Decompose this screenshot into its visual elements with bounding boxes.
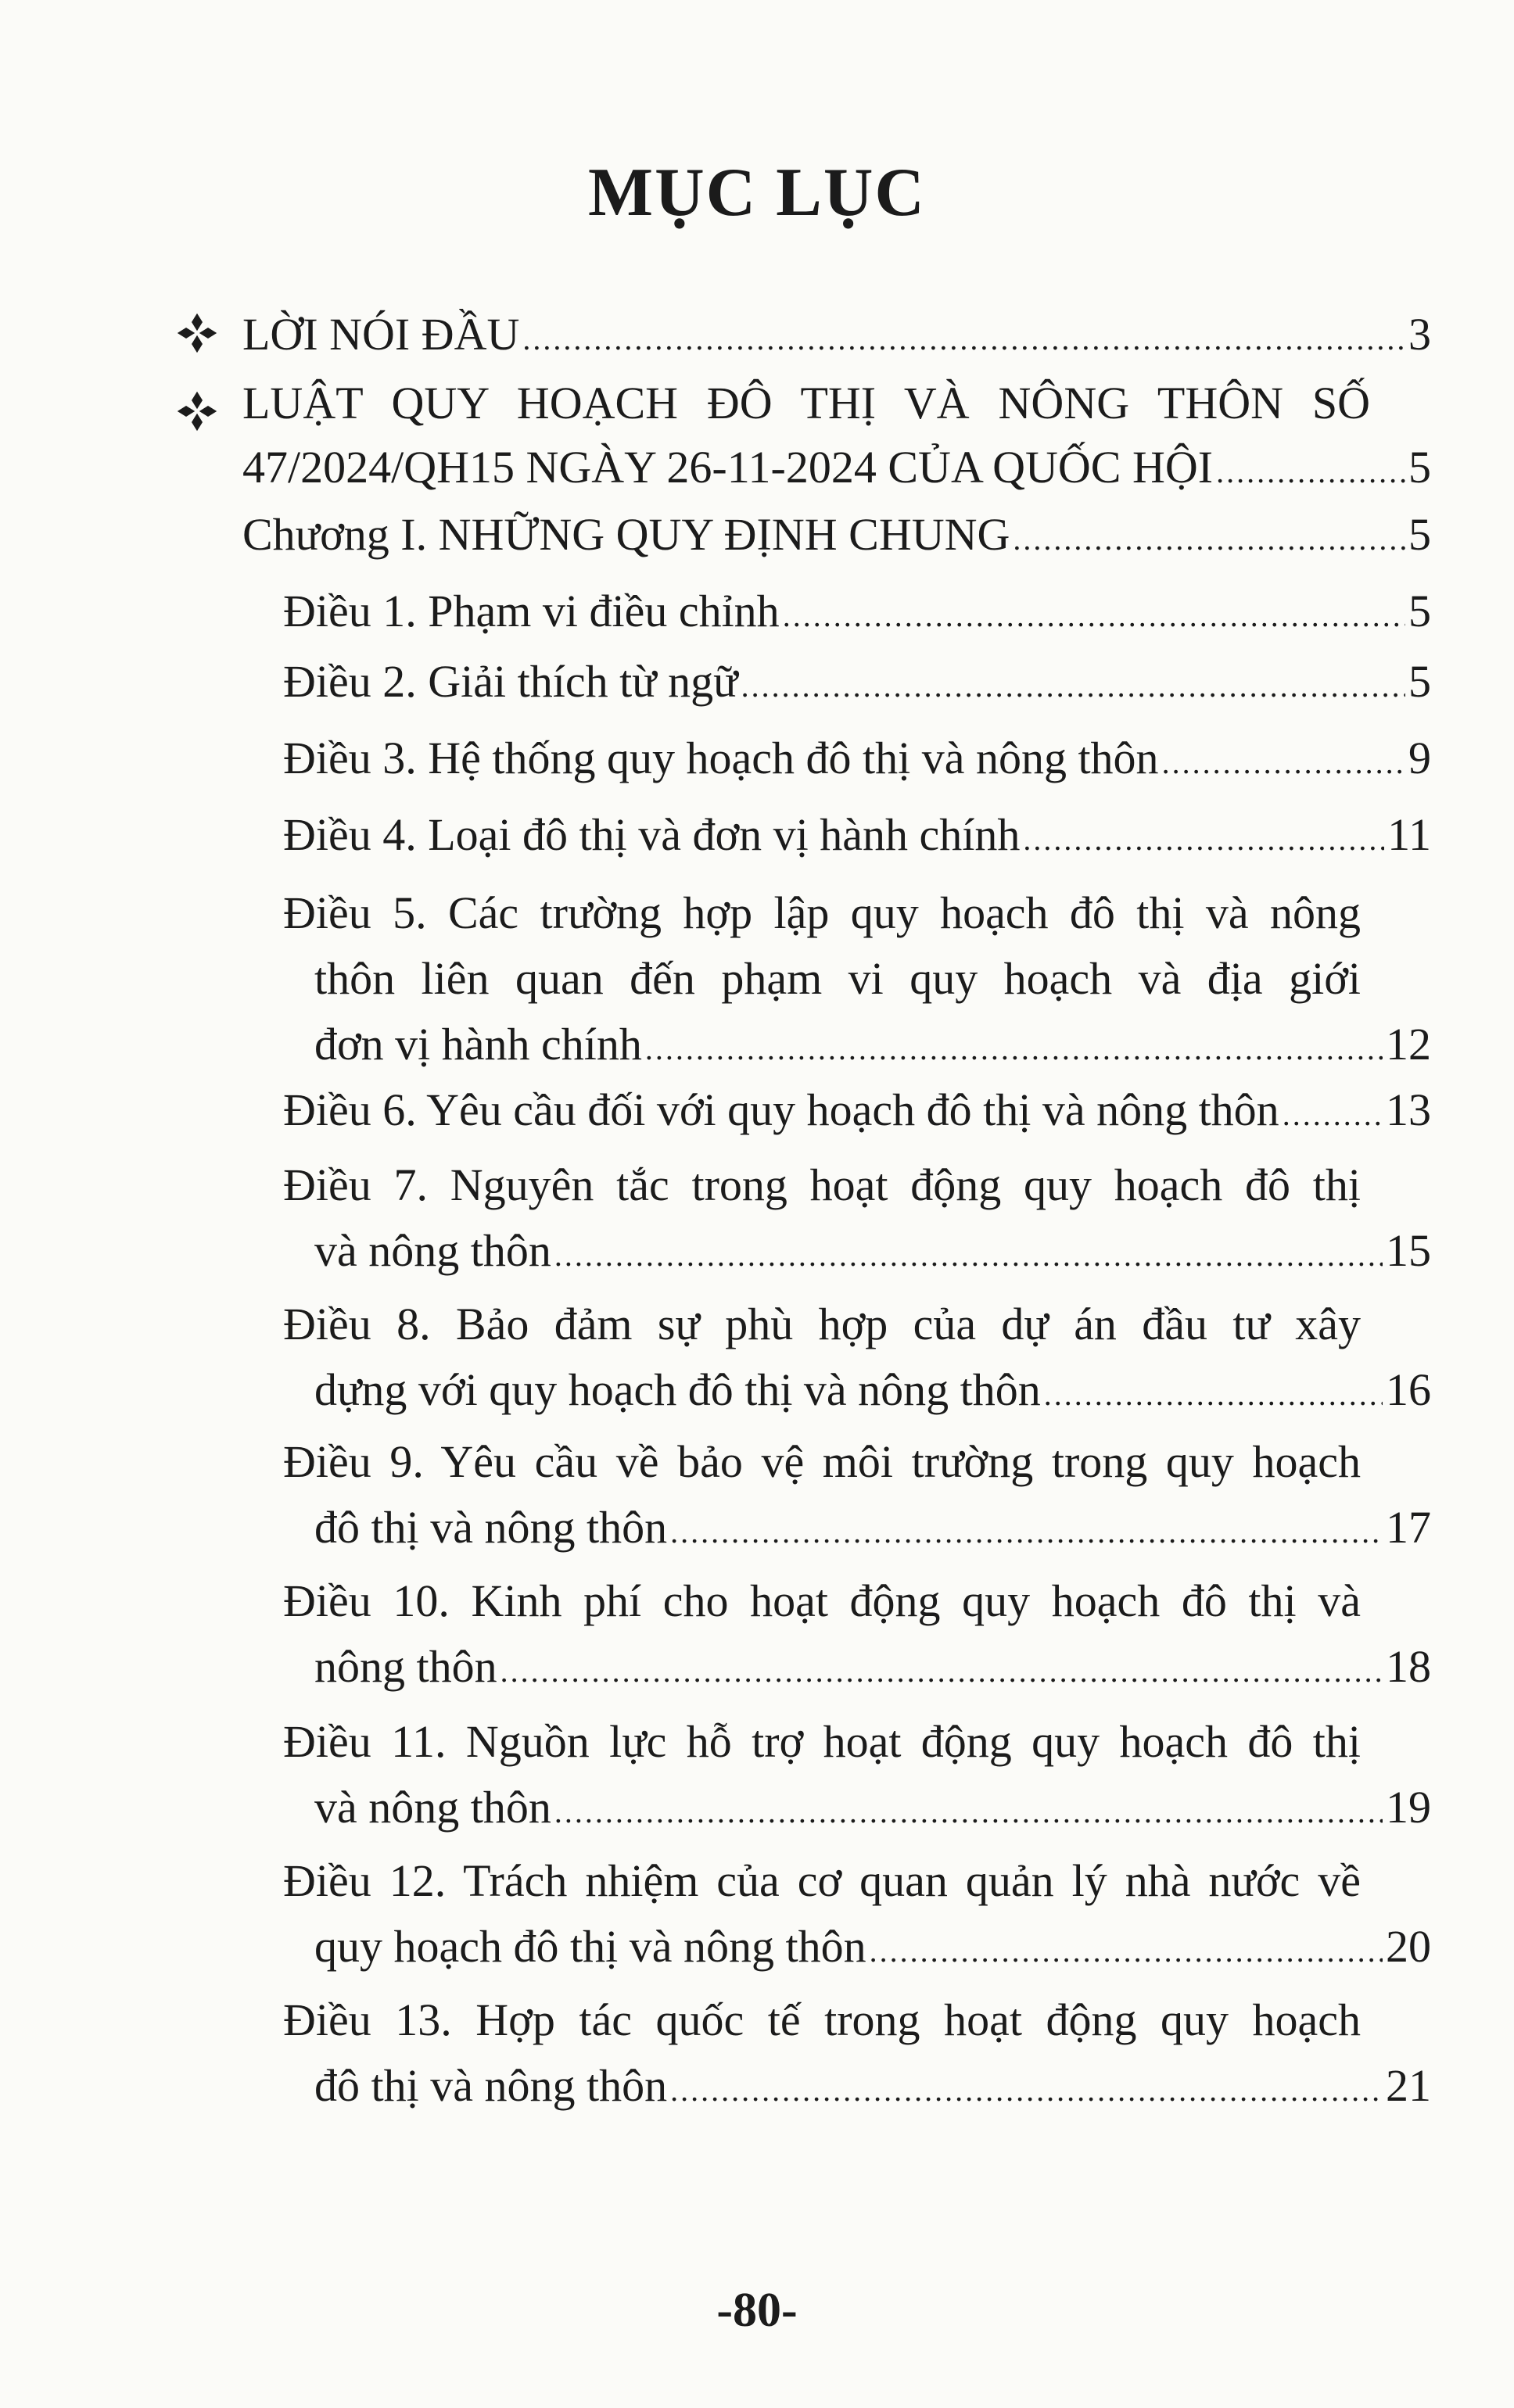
toc-entry-title: Điều 3. Hệ thống quy hoạch đô thị và nông thôn <box>283 733 1159 783</box>
toc-entry-title-line2: quy hoạch đô thị và nông thôn <box>314 1921 866 1972</box>
toc-entry-title-line3: đơn vị hành chính <box>314 1019 642 1070</box>
leader-dots <box>870 1917 1383 1986</box>
toc-entry-page: 11 <box>1387 809 1431 860</box>
toc-entry-dieu-10[interactable] <box>283 1567 1431 1706</box>
toc-entry-title: Điều 4. Loại đô thị và đơn vị hành chính <box>283 809 1021 860</box>
toc-entry-page: 12 <box>1386 1019 1431 1070</box>
toc-entry-luat[interactable] <box>242 369 1431 507</box>
toc-entry-page: 5 <box>1408 509 1431 560</box>
toc-entry-page: 21 <box>1386 2060 1431 2111</box>
leader-dots <box>1216 438 1405 507</box>
toc-entry-title-line1: Điều 12. Trách nhiệm của cơ quan quản lý nhà nước về <box>283 1855 1361 1906</box>
toc-entry-dieu-11[interactable] <box>283 1707 1431 1847</box>
leader-dots <box>670 1498 1383 1567</box>
toc-entry-dieu-5[interactable] <box>283 879 1431 1084</box>
toc-entry-title-line2: thôn liên quan đến phạm vi quy hoạch và địa giới <box>314 953 1361 1004</box>
toc-entry-dieu-2[interactable] <box>283 647 1431 721</box>
toc-entry-page: 3 <box>1408 309 1431 360</box>
toc-entry-title: Điều 6. Yêu cầu đối với quy hoạch đô thị và nông thôn <box>283 1084 1279 1135</box>
toc-entry-chuong-1[interactable] <box>242 500 1431 574</box>
leader-dots <box>1283 1080 1383 1149</box>
toc-entry-page: 9 <box>1408 733 1431 783</box>
toc-entry-dieu-13[interactable] <box>283 1986 1431 2125</box>
leader-dots <box>554 1221 1383 1290</box>
leader-dots <box>500 1637 1383 1706</box>
toc-entry-page: 17 <box>1386 1502 1431 1553</box>
leader-dots <box>741 652 1405 721</box>
toc-entry-title: LỜI NÓI ĐẦU <box>242 309 520 360</box>
toc-entry-dieu-4[interactable] <box>283 801 1431 874</box>
toc-entry-dieu-7[interactable] <box>283 1151 1431 1290</box>
toc-entry-page: 15 <box>1386 1225 1431 1276</box>
toc-entry-page: 20 <box>1386 1921 1431 1972</box>
toc-entry-title-line2: đô thị và nông thôn <box>314 2060 668 2111</box>
toc-entry-title-line1: Điều 11. Nguồn lực hỗ trợ hoạt động quy hoạch đô thị <box>283 1716 1361 1767</box>
toc-entry-title-line1: LUẬT QUY HOẠCH ĐÔ THỊ VÀ NÔNG THÔN SỐ <box>242 378 1370 428</box>
toc-entry-title-line1: Điều 10. Kinh phí cho hoạt động quy hoạch đô thị và <box>283 1575 1361 1626</box>
toc-entry-loi-noi-dau[interactable] <box>242 300 1431 374</box>
toc-entry-dieu-8[interactable] <box>283 1290 1431 1429</box>
toc-entry-title-line1: Điều 9. Yêu cầu về bảo vệ môi trường trong quy hoạch <box>283 1436 1361 1487</box>
toc-entry-title: Chương I. NHỮNG QUY ĐỊNH CHUNG <box>242 509 1010 560</box>
toc-entry-title-line2: 47/2024/QH15 NGÀY 26-11-2024 CỦA QUỐC HỘI <box>242 442 1214 493</box>
toc-entry-title: Điều 1. Phạm vi điều chỉnh <box>283 586 780 636</box>
leader-dots <box>1013 505 1405 574</box>
toc-entry-title-line2: đô thị và nông thôn <box>314 1502 668 1553</box>
toc-entry-dieu-1[interactable] <box>283 577 1431 650</box>
toc-entry-page: 19 <box>1386 1782 1431 1833</box>
leader-dots <box>1044 1360 1383 1429</box>
toc-entry-title-line1: Điều 7. Nguyên tắc trong hoạt động quy hoạch đô thị <box>283 1159 1361 1210</box>
toc-entry-title-line1: Điều 13. Hợp tác quốc tế trong hoạt động quy hoạch <box>283 1994 1361 2045</box>
toc-entry-page: 5 <box>1408 586 1431 636</box>
toc-entry-title-line2: và nông thôn <box>314 1782 551 1833</box>
page-title: MỤC LỤC <box>588 155 926 231</box>
toc-entry-page: 5 <box>1408 442 1431 493</box>
toc-entry-dieu-12[interactable] <box>283 1847 1431 1986</box>
leader-dots <box>1023 805 1384 874</box>
leader-dots <box>1162 729 1405 797</box>
leader-dots <box>645 1015 1383 1084</box>
toc-entry-dieu-9[interactable] <box>283 1428 1431 1567</box>
toc-entry-title-line1: Điều 5. Các trường hợp lập quy hoạch đô thị và nông <box>283 887 1361 938</box>
diamond-bullet-icon <box>175 389 219 433</box>
diamond-bullet-icon <box>175 311 219 355</box>
toc-entry-title-line2: nông thôn <box>314 1641 497 1692</box>
toc-entry-page: 16 <box>1386 1364 1431 1415</box>
page-number: -80- <box>716 2284 798 2337</box>
toc-entry-page: 18 <box>1386 1641 1431 1692</box>
leader-dots <box>783 582 1405 650</box>
leader-dots <box>522 305 1405 374</box>
toc-entry-dieu-6[interactable] <box>283 1076 1431 1149</box>
leader-dots <box>670 2056 1383 2125</box>
leader-dots <box>554 1778 1383 1847</box>
toc-entry-title-line2: dựng với quy hoạch đô thị và nông thôn <box>314 1364 1041 1415</box>
toc-entry-dieu-3[interactable] <box>283 724 1431 797</box>
toc-entry-title-line1: Điều 8. Bảo đảm sự phù hợp của dự án đầu tư xây <box>283 1299 1361 1349</box>
toc-entry-title-line2: và nông thôn <box>314 1225 551 1276</box>
toc-entry-page: 13 <box>1386 1084 1431 1135</box>
toc-entry-page: 5 <box>1408 656 1431 707</box>
toc-entry-title: Điều 2. Giải thích từ ngữ <box>283 656 738 707</box>
